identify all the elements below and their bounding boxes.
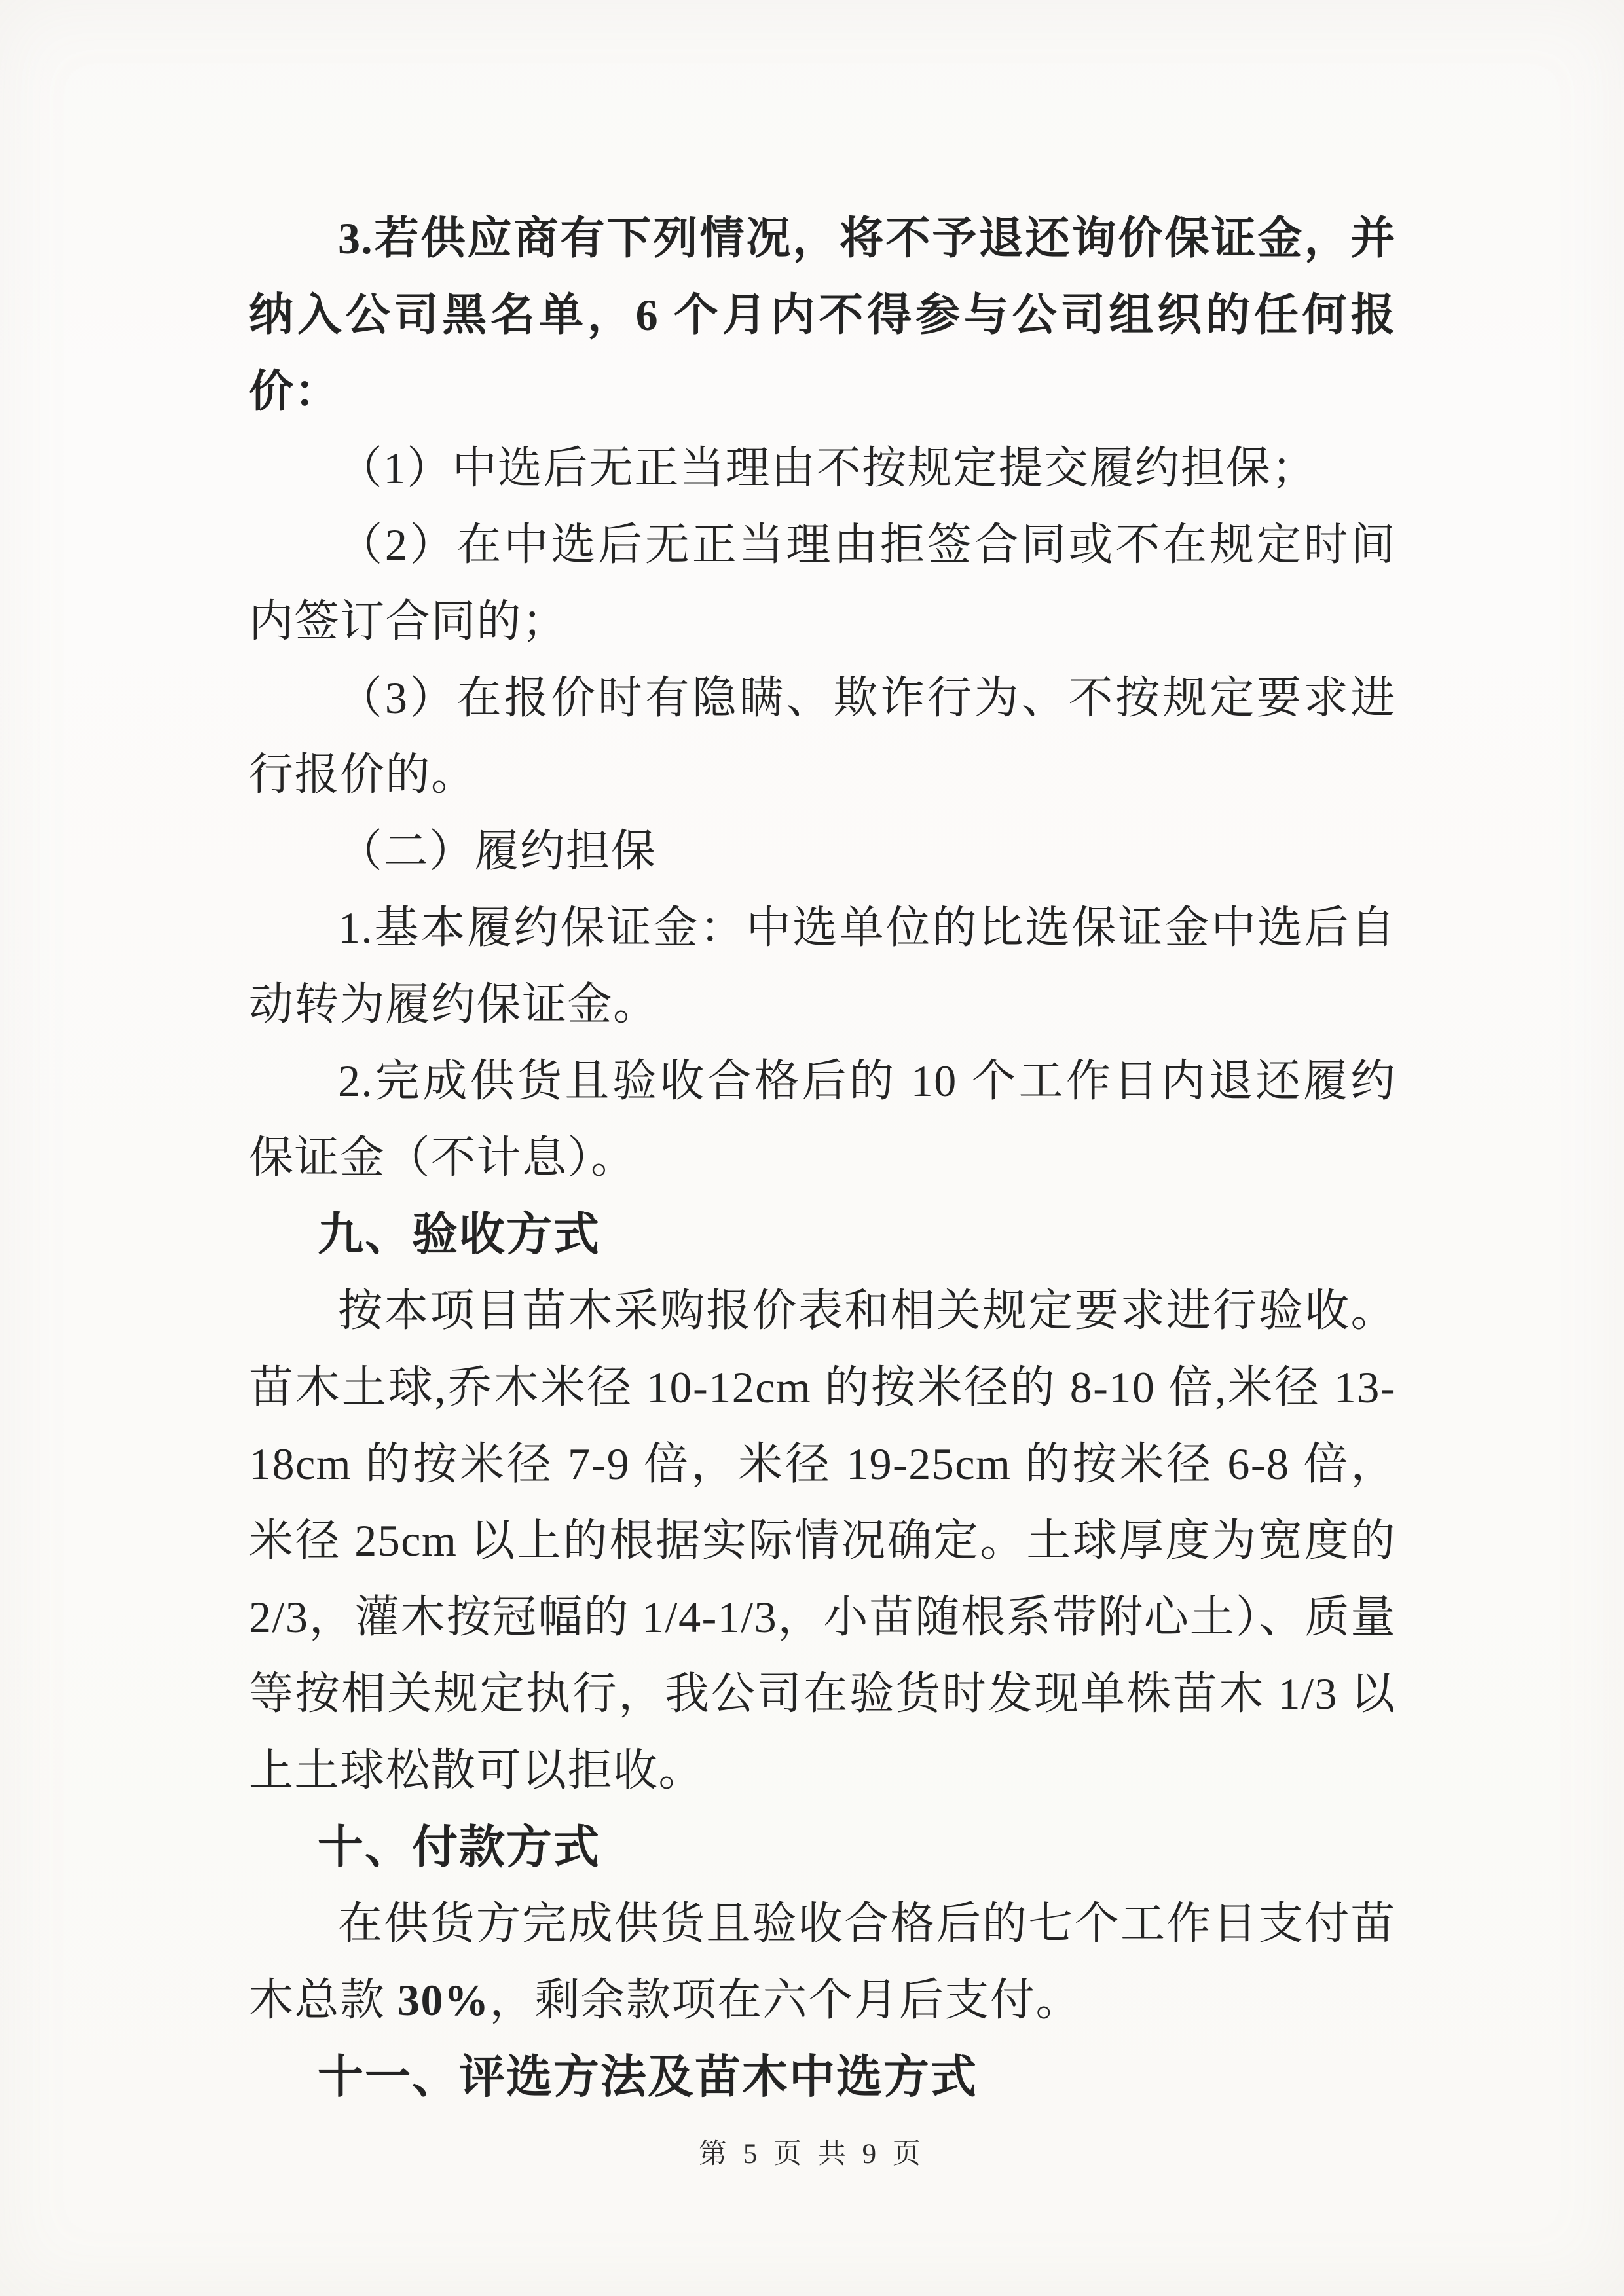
section-heading <box>249 1809 1396 1886</box>
text-segment: （3）在报价时有隐瞒、欺诈行为、不按规定要求进行报价的。 <box>249 673 1396 799</box>
text-segment: 3.若供应商有下列情况，将不予退还询价保证金，并纳入公司黑名单，6 个月内不得参与公司组织的任何报价： <box>249 213 1396 416</box>
paragraph <box>249 200 1396 430</box>
document-body <box>249 200 1396 2115</box>
bold-text-segment: 30% <box>397 1975 490 2025</box>
text-segment: 十一、评选方法及苗木中选方式 <box>318 2051 978 2102</box>
text-segment: 按本项目苗木采购报价表和相关规定要求进行验收。苗木土球,乔木米径 10-12cm 的按米径的 8-10 倍,米径 13-18cm 的按米径 7-9 倍，米径 19-25cm 的按米径 6-8 倍，米径 25cm 以上的根据实际情况确定。土球厚度为宽度的 2/3，灌木按冠幅的 1/4-1/3，小苗随根系带附心土）、质量等按相关规定执行，我公司在验货时发现单株苗木 1/3 以上土球松散可以拒收。 <box>249 1286 1396 1795</box>
text-segment: 九、验收方式 <box>318 1209 600 1260</box>
paragraph <box>249 813 1396 890</box>
text-segment: （2）在中选后无正当理由拒签合同或不在规定时间内签订合同的； <box>249 520 1396 646</box>
text-segment: ，剩余款项在六个月后支付。 <box>489 1975 1082 2025</box>
page-footer <box>0 2132 1624 2172</box>
text-segment: 2.完成供货且验收合格后的 10 个工作日内退还履约保证金（不计息）。 <box>249 1056 1396 1182</box>
page-number: 第 5 页 共 9 页 <box>699 2139 925 2170</box>
paragraph <box>249 1273 1396 1809</box>
paragraph <box>249 430 1396 507</box>
paragraph <box>249 507 1396 660</box>
text-segment: 1.基本履约保证金：中选单位的比选保证金中选后自动转为履约保证金。 <box>249 903 1396 1029</box>
text-segment: 十、付款方式 <box>318 1821 600 1872</box>
paragraph <box>249 890 1396 1043</box>
paragraph <box>249 1043 1396 1196</box>
section-heading <box>249 1196 1396 1273</box>
text-segment: （二）履约担保 <box>338 826 657 876</box>
section-heading <box>249 2039 1396 2115</box>
paragraph <box>249 1886 1396 2039</box>
text-segment: （1）中选后无正当理由不按规定提交履约担保； <box>338 443 1318 493</box>
text-segment: 在供货方完成供货且验收合格后的七个工作日支付苗木总款 <box>249 1899 1396 2025</box>
paragraph <box>249 660 1396 813</box>
